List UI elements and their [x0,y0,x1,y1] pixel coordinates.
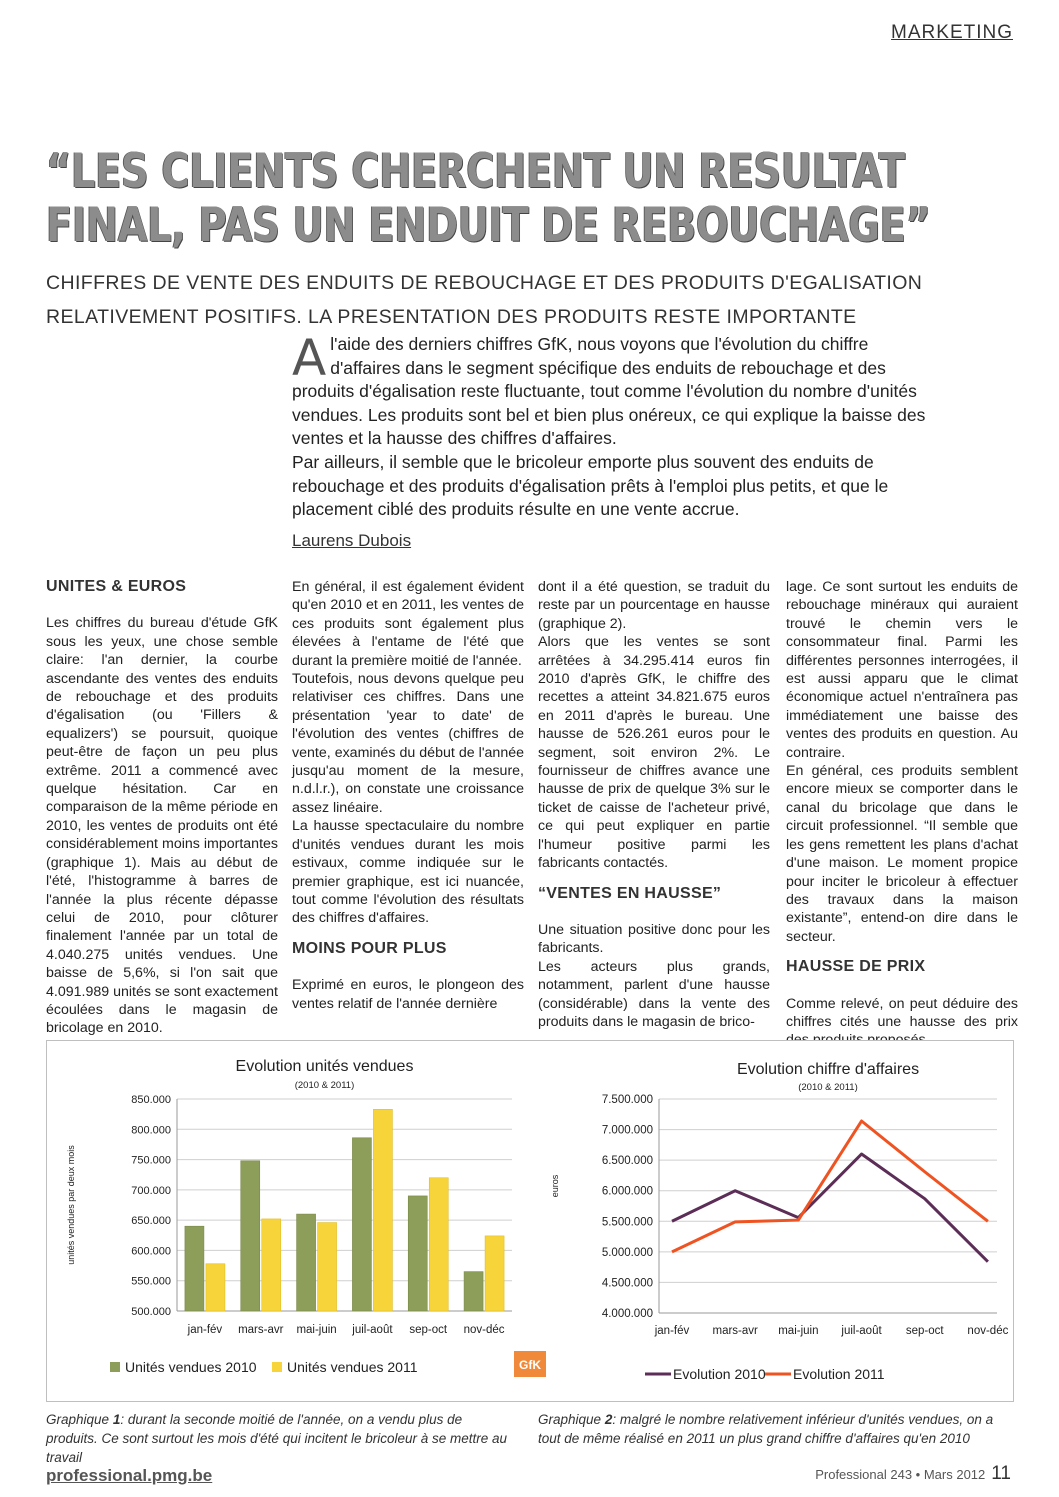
chart1-bar-2011 [373,1109,392,1311]
caption-text: : malgré le nombre relativement inférieur d'unités vendues, on a tout de même réalisé en 2011 un plus grand chiffre d'affaires qu'en 2010 [538,1412,994,1446]
chart1-x-tick: mars-avr [238,1324,284,1336]
chart1-legend-swatch-2011 [272,1362,282,1372]
chart1-bar-2011 [318,1223,337,1311]
chart1-y-label: unités vendues par deux mois [66,1145,76,1265]
chart2-x-tick: nov-déc [967,1325,1009,1337]
chart2-x-tick: sep-oct [905,1325,944,1337]
chart1-bar-2010 [408,1196,427,1311]
chart1-y-tick: 600.000 [131,1245,171,1258]
caption-label: Graphique [538,1412,602,1427]
caption-graphique-1 [46,1410,516,1467]
chart2-y-tick: 6.500.000 [601,1155,653,1168]
column-paragraph: Les chiffres du bureau d'étude GfK sous les yeux, une chose semble claire: l'an dernier, la courbe ascendante des ventes des enduits de rebouchage et des produits d'égalisation (ou 'Fillers & equalizers') se poursuit, quoique peut-être de façon un peu plus extrême. 2011 a commencé avec quelque hésitation. Car en comparaison de la même période en 2010, les ventes de produits ont été considérablement moins importantes (graphique 1). Mais au début de l'été, l'histogramme à barres de l'année la plus récente dépasse celui de 2010, pour clôturer finalement l'année par un total de 4.040.275 unités vendues. Une baisse de 5,6%, si l'on sait que 4.091.989 unités se sont exactement écoulées dans le magasin de bricolage en 2010. [46,615,278,1037]
chart1-legend-swatch-2010 [110,1362,120,1372]
column-paragraph: En général, il est également évident qu'en 2010 et en 2011, les ventes de ces produits sont également plus élevées à l'entame de l'été que durant la première moitié de l'année. [292,579,524,669]
chart1-y-tick: 850.000 [131,1094,171,1106]
column-paragraph: lage. Ce sont surtout les enduits de rebouchage minéraux qui auraient trouvé le chemin vers le consommateur final. Parmi les différentes personnes interrogées, il est aussi apparu que le climat économique actuel n'entraînera pas immédiatement une baisse des ventes des produits en question. Au contraire. [786,579,1018,761]
chart2-y-label: euros [550,1174,560,1198]
column-paragraph: Comme relevé, on peut déduire des chiffres cités une hausse des prix [786,995,1018,1030]
chart1-y-tick: 550.000 [131,1275,171,1288]
chart1-x-tick: mai-juin [296,1324,337,1336]
heading-unites-euros: UNITES & EUROS [46,578,187,595]
chart2-x-tick: jan-fév [654,1325,690,1337]
chart1-legend-2010: Unités vendues 2010 [125,1359,257,1375]
chart1-x-tick: juil-août [352,1324,393,1336]
chart2-subtitle: (2010 & 2011) [798,1082,858,1093]
chart2-y-tick: 7.500.000 [601,1094,653,1106]
column-paragraph: En général, ces produits semblent encore mieux se comporter dans le canal du bricolage que dans le circuit professionnel. “Il semble que les gens remettent les plans d'achat d'une maison. Le moment propice pour inciter le bricoleur à effectuer des travaux dans la maison existante”, entend-on dire dans le secteur. [786,763,1018,945]
chart2-x-tick: mai-juin [778,1325,819,1337]
footer-site-link[interactable]: professional.pmg.be [46,1466,213,1485]
chart1-bar-2010 [352,1138,371,1311]
intro-text-1: l'aide des derniers chiffres GfK, nous voyons que l'évolution du chiffre d'affaires dans le segment spécifique des enduits de rebouchage et des produits d'égalisation reste fluctuante, tout comme l'évolution du nombre d'unités vendues. Les produits sont bel et bien plus onéreux, ce qui explique la baisse des ventes et la hausse des chiffres d'affaires. [292,334,926,449]
chart1-y-tick: 500.000 [131,1306,171,1318]
chart2-y-tick: 4.500.000 [601,1277,653,1290]
chart2-y-tick: 6.000.000 [601,1185,653,1198]
chart1-subtitle: (2010 & 2011) [294,1080,355,1091]
chart1-bar-2011 [206,1264,225,1311]
column-paragraph: Les acteurs plus grands, notamment, parlent d'une hausse (considérable) dans la vente des produits dans le magasin de brico- [538,958,770,1030]
column-paragraph: La hausse spectaculaire du nombre d'unités vendues durant les mois estivaux, comme indiquée sur le premier graphique, est ici nuancée, tout comme l'évolution des résultats des chiffres d'affaires. [292,818,524,927]
article-column-3 [538,578,770,1043]
chart2-x-tick: mars-avr [712,1325,758,1337]
caption-number: 1 [112,1412,121,1427]
issue-label: Professional 243 • Mars 2012 [815,1467,986,1482]
chart2-legend-2011: Evolution 2011 [793,1366,885,1382]
heading-ventes-en-hausse: “VENTES EN HAUSSE” [538,884,722,902]
headline-line-1: “LES CLIENTS CHERCHENT UN RESULTAT [46,144,905,199]
chart1-x-tick: nov-déc [463,1324,505,1336]
chart1-bar-2011 [262,1219,281,1311]
chart2-x-tick: juil-août [841,1325,882,1337]
chart1-bar-2010 [464,1272,483,1311]
column-paragraph: dont il a été question, se traduit du reste par un pourcentage en hausse (graphique 2). [538,579,770,632]
page-title [46,145,1014,253]
chart1-bar-2010 [297,1214,316,1311]
chart1-bar-2010 [185,1226,204,1311]
chart2-title: Evolution chiffre d'affaires [736,1061,920,1078]
heading-moins-pour-plus: MOINS POUR PLUS [292,939,447,957]
chart1-y-tick: 750.000 [131,1154,171,1167]
chart2-y-tick: 5.500.000 [601,1216,653,1229]
caption-text: : durant la seconde moitié de l'année, on a vendu plus de produits. Ce sont surtout les mois d'été qui incitent le bricoleur à se mettre au travail [46,1412,508,1465]
author-name: Laurens Dubois [292,531,412,550]
chart1-y-tick: 700.000 [131,1184,171,1197]
caption-label: Graphique [46,1412,110,1427]
charts-panel [46,1040,1014,1402]
caption-number: 2 [604,1412,613,1427]
chart2-legend-2010: Evolution 2010 [673,1366,766,1382]
footer-issue [815,1463,1011,1485]
article-column-2 [292,578,524,1025]
column-paragraph: Toutefois, nous devons quelque peu relativiser ces chiffres. Dans une présentation 'year to date' de l'évolution des ventes (chiffres de vente, examinés du début de l'année jusqu'au moment de la mesure, n.d.l.r.), on constate une croissance assez linéaire. [292,671,524,816]
section-label: MARKETING [891,22,1013,43]
chart1-bar-2011 [485,1236,504,1311]
article-column-4 [786,578,1018,1062]
chart1-x-tick: jan-fév [187,1324,223,1336]
caption-graphique-2 [538,1410,1008,1448]
subtitle-line-2: RELATIVEMENT POSITIFS. LA PRESENTATION DES PRODUITS RESTE IMPORTANTE [46,306,857,328]
column-paragraph: Alors que les ventes se sont arrêtées à 34.295.414 euros fin 2010 d'après GfK, le chiffre des recettes a atteint 34.821.675 euros en 2011 d'après le bureau. Une hausse de 526.261 euros pour le segment, soit environ 2%. Le fournisseur de chiffres avance une hausse de prix de quelque 3% sur le ticket de caisse de l'acheteur privé, ce qui peut expliquer en partie l'humeur positive parmi les fabricants contactés. [538,634,770,872]
drop-cap: A [292,329,327,387]
chart1-bar-2011 [429,1178,448,1311]
chart2-y-tick: 7.000.000 [601,1124,653,1137]
intro-text-2: Par ailleurs, il semble que le bricoleur emporte plus souvent des enduits de rebouchage et des produits d'égalisation prêts à l'emploi plus petits, et que le placement ciblé des produits résulte en une vente accrue. [292,451,889,520]
headline-line-2: FINAL, PAS UN ENDUIT DE REBOUCHAGE” [46,198,931,253]
chart2-y-tick: 5.000.000 [601,1246,653,1259]
charts-svg [47,1041,1013,1401]
chart1-bar-2010 [241,1161,260,1311]
chart2-y-tick: 4.000.000 [601,1308,653,1320]
chart1-title: Evolution unités vendues [235,1058,414,1075]
chart1-legend-2011: Unités vendues 2011 [287,1359,418,1375]
gfk-logo-text: GfK [519,1358,541,1372]
column-paragraph: Exprimé en euros, le plongeon des ventes relatif de l'année dernière [292,977,524,1012]
heading-hausse-de-prix: HAUSSE DE PRIX [786,958,926,976]
intro-paragraph [292,329,942,522]
subtitle-line-1: CHIFFRES DE VENTE DES ENDUITS DE REBOUCHAGE ET DES PRODUITS D'EGALISATION [46,272,923,294]
chart1-y-tick: 800.000 [131,1124,171,1137]
subtitle [46,266,1006,334]
page-number: 11 [991,1463,1011,1484]
chart1-x-tick: sep-oct [409,1324,448,1336]
column-paragraph: Une situation positive donc pour les fabricants. [538,921,770,957]
article-column-1 [46,578,278,1050]
chart1-y-tick: 650.000 [131,1215,171,1228]
